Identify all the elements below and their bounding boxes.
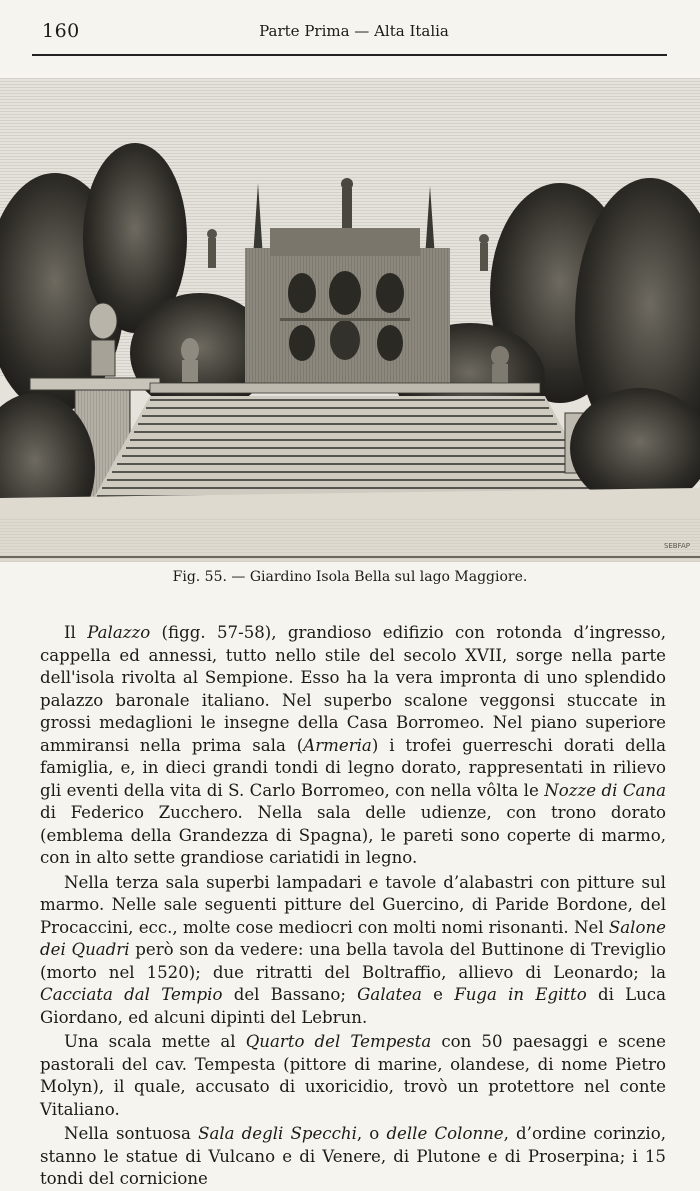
text-run: (figg. 57-58), grandioso edifizio con rotonda d’ingresso, cappella ed annessi, tutto nello stile del secolo XVII, sorge nella parte dell'isola rivolta al Sempione. Esso ha la vera impronta di uno splendido palazzo baronale italiano. Nel superbo scalone veggonsi stuccate in grossi medaglioni le insegne della Casa Borromeo. Nel piano superiore ammiransi nella prima sala ( — [40, 623, 666, 755]
text-run: di Federico Zucchero. Nella sala delle udienze, con trono dorato (emblema della Grandezza di Spagna), le pareti sono coperte di marmo, con in alto sette grandiose cariatidi in legno. — [40, 803, 666, 867]
page-number: 160 — [42, 20, 80, 42]
text-run: con 50 paesaggi e scene pastorali del cav. Tempesta (pittore di marine, olandese, di nome Pietro Molyn), il quale, accusato di uxoricidio, trovò un protettore nel conte Vitaliano. — [40, 1032, 666, 1119]
paragraph-quarto-tempesta — [40, 1031, 666, 1121]
running-title: Parte Prima — Alta Italia — [259, 22, 449, 40]
italic-title: Palazzo — [87, 623, 151, 642]
italic-title: Cacciata dal Tempio — [40, 985, 223, 1004]
paragraph-terza-sala — [40, 872, 666, 1030]
text-run: però son da vedere: una bella tavola del Buttinone di Treviglio (morto nel 1520); due ritratti del Boltraffio, allievo di Leonardo; la — [40, 940, 666, 982]
text-run: e — [421, 985, 455, 1004]
paragraph-palazzo — [40, 622, 666, 870]
header-rule — [32, 54, 667, 56]
text-run: Una scala mette al — [64, 1032, 246, 1051]
italic-title: Fuga in Egitto — [454, 985, 587, 1004]
italic-title: Armeria — [303, 735, 372, 755]
italic-title: Sala degli Specchi — [198, 1124, 357, 1143]
text-run: Il — [64, 623, 88, 642]
figure-caption: Fig. 55. — Giardino Isola Bella sul lago Maggiore. — [172, 569, 528, 585]
italic-title: Nozze di Cana — [544, 780, 666, 800]
italic-title: Galatea — [357, 985, 422, 1004]
text-run: , d’ordine corinzio, stanno le statue di Vulcano e di Venere, di Plutone e di Proserpina; i 15 tondi del cornicione — [40, 1124, 666, 1188]
italic-title: delle Colonne — [386, 1124, 504, 1143]
text-run: Nella terza sala superbi lampadari e tavole d’alabastri con pitture sul marmo. Nelle sale seguenti pitture del Guercino, di Paride Bordone, del Procaccini, ecc., molte cose mediocri con molti nomi risonanti. Nel — [40, 872, 666, 937]
text-run: di Luca Giordano, ed alcuni dipinti del Lebrun. — [40, 985, 666, 1027]
body-text — [40, 620, 666, 1191]
text-run: ) i trofei guerreschi dorati della famiglia, e, in dieci grandi tondi di legno dorato, rappresentati in rilievo gli eventi della vita di S. Carlo Borromeo, con nella vôlta le — [40, 735, 666, 800]
garden-engraving — [0, 78, 700, 562]
running-header — [42, 18, 666, 44]
italic-title: Quarto del Tempesta — [245, 1032, 432, 1051]
text-run: del Bassano; — [222, 985, 358, 1004]
paragraph-sala-specchi — [40, 1123, 666, 1191]
engraver-signature: SEBFAP — [663, 542, 690, 550]
italic-title: Salone dei Quadri — [40, 917, 666, 959]
text-run: , o — [356, 1124, 387, 1143]
text-run: Nella sontuosa — [64, 1124, 199, 1143]
